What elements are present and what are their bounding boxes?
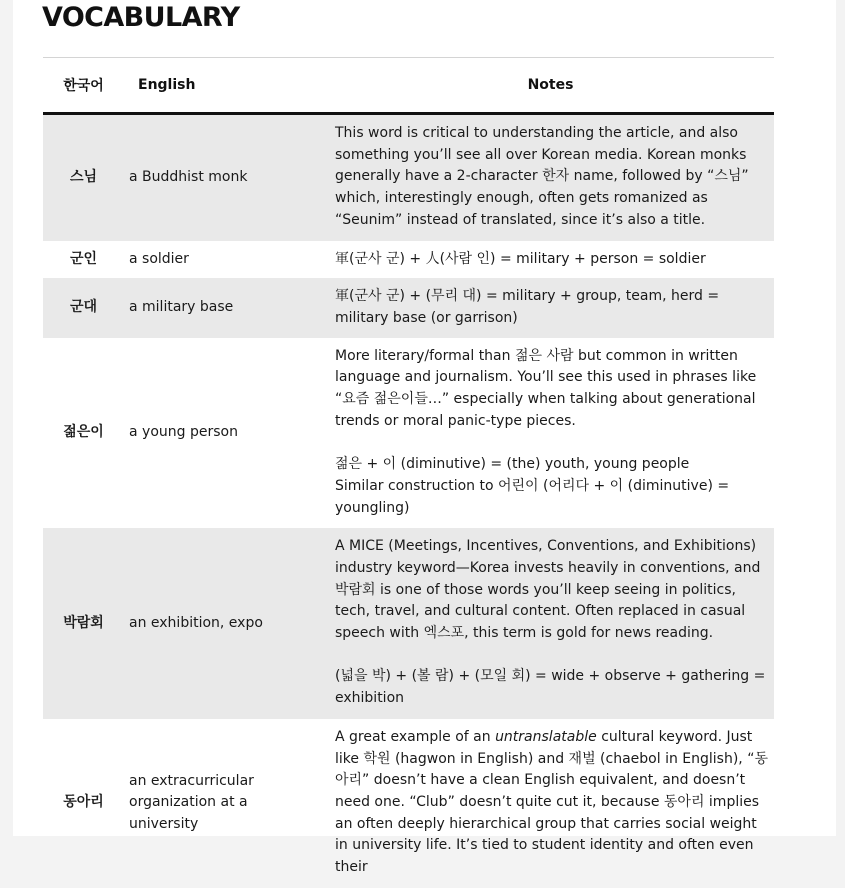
notes-text: More literary/formal than 젊은 사람 but common in written language and journalism. You’ll see this used in phrases like “요즘 젊은이들…” especially when talking about generational trends or moral panic-type pieces. — [335, 347, 757, 429]
column-header-korean: 한국어 — [43, 58, 124, 114]
vocabulary-table — [43, 58, 774, 888]
english-translation: a military base — [124, 278, 327, 337]
korean-term: 스님 — [43, 114, 124, 241]
notes-text: 軍(군사 군) + (무리 대) = military + group, team, herd = military base (or garrison) — [335, 288, 720, 326]
table-row — [43, 241, 774, 279]
notes-cell — [327, 719, 774, 888]
table-row — [43, 114, 774, 241]
table-row — [43, 338, 774, 529]
korean-term: 군대 — [43, 278, 124, 337]
korean-term: 젊은이 — [63, 424, 104, 441]
english-translation: an extracurricular organization at a university — [129, 772, 254, 833]
notes-text: A MICE (Meetings, Incentives, Conventions, and Exhibitions) industry keyword—Korea invests heavily in conventions, and 박람회 is one of those words you’ll keep seeing in politics, tech, travel, and cultural content. Often replaced in casual speech with 엑스포, this term is gold for news reading. — [335, 538, 761, 642]
table-header — [43, 58, 774, 114]
table-row — [43, 278, 774, 337]
english-translation: an exhibition, expo — [124, 528, 327, 719]
english-translation: a young person — [129, 424, 238, 441]
notes-emphasis: untranslatable — [495, 728, 597, 745]
notes-cell — [327, 278, 774, 337]
korean-term: 군인 — [69, 250, 98, 267]
notes-cell — [327, 338, 774, 529]
notes-text: Similar construction to 어린이 (어리다 + 이 (diminutive) = youngling) — [335, 477, 730, 516]
vocabulary-card — [13, 0, 836, 876]
english-translation: a soldier — [129, 250, 189, 267]
table-row — [43, 528, 774, 719]
page-title: VOCABULARY — [42, 2, 240, 33]
column-header-english: English — [124, 58, 327, 114]
korean-term: 박람회 — [43, 528, 124, 719]
notes-cell — [327, 528, 774, 719]
column-header-notes: Notes — [327, 58, 774, 114]
paragraph-gap — [335, 432, 771, 454]
notes-cell — [327, 241, 774, 279]
notes-text: (넓을 박) + (볼 람) + (모일 회) = wide + observe + gathering = exhibition — [335, 668, 766, 707]
table-row — [43, 719, 774, 888]
notes-text: This word is critical to understanding the article, and also something you’ll see all over Korean media. Korean monks generally have a 2-character 한자 name, followed by “스님” which, interestingly enough, often gets romanized as “Seunim” instead of translated, since it’s also a title. — [335, 125, 749, 228]
notes-text-start: A great example of an — [335, 728, 491, 745]
notes-text: 軍(군사 군) + 人(사람 인) = military + person = soldier — [335, 250, 706, 267]
paragraph-gap — [335, 645, 771, 667]
notes-text — [335, 727, 771, 879]
notes-text: 젊은 + 이 (diminutive) = (the) youth, young people — [335, 456, 690, 473]
notes-cell — [327, 114, 774, 241]
korean-term: 동아리 — [63, 794, 104, 811]
notes-text-end: cultural keyword. Just like 학원 (hagwon in English) and 재벌 (chaebol in English), “동아리” doesn’t have a clean English equivalent, and doesn’t need one. “Club” doesn’t quite cut it, because 동아리 implies an often deeply hierarchical group that carries social weight in university life. It’s tied to student identity and often even their — [335, 728, 768, 876]
english-translation: a Buddhist monk — [124, 114, 327, 241]
